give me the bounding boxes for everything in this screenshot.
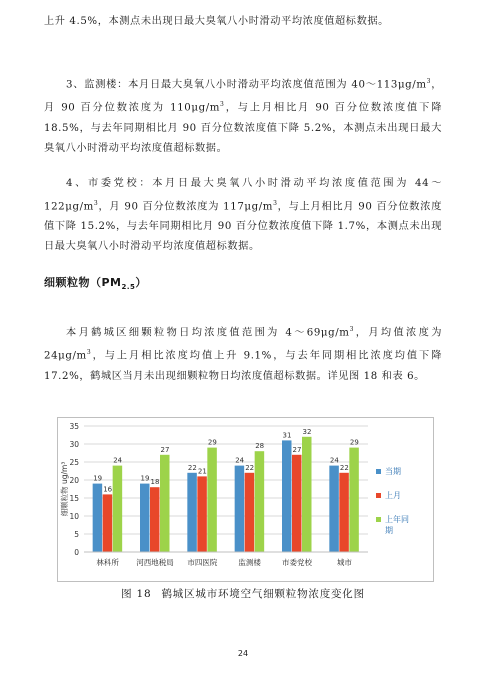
bar — [103, 494, 113, 552]
x-tick-label: 河西地税局 — [136, 558, 174, 567]
x-tick-label: 市四医院 — [187, 558, 218, 567]
figure-caption — [0, 586, 486, 601]
legend-label: 当期 — [385, 467, 401, 476]
y-tick-label: 5 — [74, 530, 79, 539]
bar — [187, 473, 197, 552]
data-label: 32 — [302, 427, 312, 436]
unit-superscript: 3 — [273, 200, 278, 207]
paragraph-text: 上升 4.5%，本测点未出现日最大臭氧八小时滑动平均浓度值超标数据。 — [44, 16, 389, 27]
heading-subscript: 2.5 — [121, 283, 136, 292]
bar — [292, 455, 302, 552]
figure-caption-text: 鹤城区城市环境空气细颗粒物浓度变化图 — [161, 588, 365, 600]
paragraph-text: ，与上月相比浓度均值上升 9.1%，与去年同期相比浓度均值下降 17.2%，鹤城区当月未出现细颗粒物日均浓度值超标数据。详见图 18 和表 6。 — [44, 350, 442, 382]
bar — [329, 466, 339, 552]
legend-swatch — [376, 469, 381, 474]
unit-superscript: 3 — [86, 349, 92, 357]
legend-swatch — [376, 493, 381, 498]
bar — [349, 448, 359, 552]
data-label: 21 — [197, 467, 207, 476]
y-tick-label: 10 — [69, 512, 79, 521]
bar — [113, 466, 123, 552]
legend-swatch — [376, 517, 381, 522]
bar — [302, 437, 312, 552]
pm25-bar-chart — [57, 417, 434, 582]
x-tick-label: 林科所 — [96, 558, 119, 567]
y-axis-title: 细颗粒物 ug/m³ — [60, 461, 69, 517]
data-label: 24 — [329, 456, 339, 465]
data-label: 27 — [292, 445, 302, 454]
y-tick-label: 0 — [74, 548, 79, 557]
bar — [93, 484, 103, 552]
data-label: 16 — [103, 485, 113, 494]
paragraph-text: 3、监测楼：本月日最大臭氧八小时滑动平均浓度值范围为 40～113μg/m — [66, 79, 427, 91]
bar — [140, 484, 150, 552]
bar — [197, 476, 207, 552]
section-heading-pm25 — [44, 274, 147, 291]
paragraph-text: 本月鹤城区细颗粒物日均浓度值范围为 4～69μg/m — [66, 327, 350, 339]
heading-close: ） — [135, 276, 147, 289]
data-label: 24 — [235, 456, 245, 465]
chart-svg — [58, 418, 433, 581]
paragraph-text: ，月均值浓度为 24μg/m — [44, 327, 442, 362]
legend-label: 期 — [385, 526, 393, 535]
legend-label: 上月 — [385, 491, 401, 500]
bar — [160, 455, 170, 552]
paragraph-text: ，与上月相比月 90 百分位数浓度值下降 15.2%，与去年同期相比月 90 百分位数浓度值下降 1.7%，本测点未出现日最大臭氧八小时滑动平均浓度值超标数据。 — [44, 201, 442, 253]
page-number: 24 — [237, 649, 249, 658]
bar — [150, 487, 160, 552]
bar — [207, 448, 217, 552]
paragraph-pm25-summary — [44, 320, 442, 387]
bar — [235, 466, 245, 552]
data-label: 22 — [245, 463, 255, 472]
paragraph-text: ，月 90 百分位数浓度为 117μg/m — [98, 201, 274, 213]
y-tick-label: 25 — [69, 458, 79, 467]
x-tick-label: 城市 — [336, 558, 352, 567]
paragraph-monitoring-building — [44, 72, 442, 159]
y-tick-label: 20 — [69, 476, 79, 485]
bar — [255, 451, 265, 552]
paragraph-ozone-continued — [44, 12, 442, 32]
data-label: 18 — [150, 478, 160, 487]
heading-text: 细颗粒物（PM — [44, 276, 122, 289]
unit-superscript: 3 — [93, 200, 99, 207]
unit-superscript: 3 — [349, 326, 354, 333]
data-label: 29 — [349, 438, 359, 447]
y-tick-label: 30 — [69, 440, 79, 449]
unit-superscript: 3 — [220, 101, 225, 109]
bar — [282, 440, 292, 552]
y-tick-label: 15 — [69, 494, 79, 503]
data-label: 24 — [113, 456, 123, 465]
data-label: 27 — [160, 445, 170, 454]
bar — [245, 473, 255, 552]
data-label: 29 — [207, 438, 217, 447]
paragraph-text: ，月 90 百分位数浓度为 110μg/m — [44, 79, 442, 114]
figure-number: 图 18 — [121, 588, 152, 600]
y-tick-label: 35 — [69, 422, 79, 431]
data-label: 19 — [93, 474, 103, 483]
paragraph-text: 4、市委党校：本月日最大臭氧八小时滑动平均浓度值范围为 44～122μg/m — [44, 178, 442, 213]
data-label: 31 — [282, 431, 292, 440]
bar — [339, 473, 349, 552]
x-tick-label: 市委党校 — [282, 558, 312, 567]
data-label: 28 — [255, 442, 265, 451]
data-label: 22 — [187, 463, 197, 472]
legend-label: 上年同 — [385, 515, 409, 524]
data-label: 22 — [339, 463, 349, 472]
paragraph-party-school — [44, 174, 442, 257]
unit-superscript: 3 — [426, 78, 432, 85]
x-tick-label: 监测楼 — [238, 558, 261, 567]
paragraph-text: ，与上月相比月 90 百分位数浓度值下降 18.5%，与去年同期相比月 90 百分位数浓度值下降 5.2%，本测点未出现日最大臭氧八小时滑动平均浓度值超标数据。 — [44, 102, 442, 154]
data-label: 19 — [140, 474, 150, 483]
